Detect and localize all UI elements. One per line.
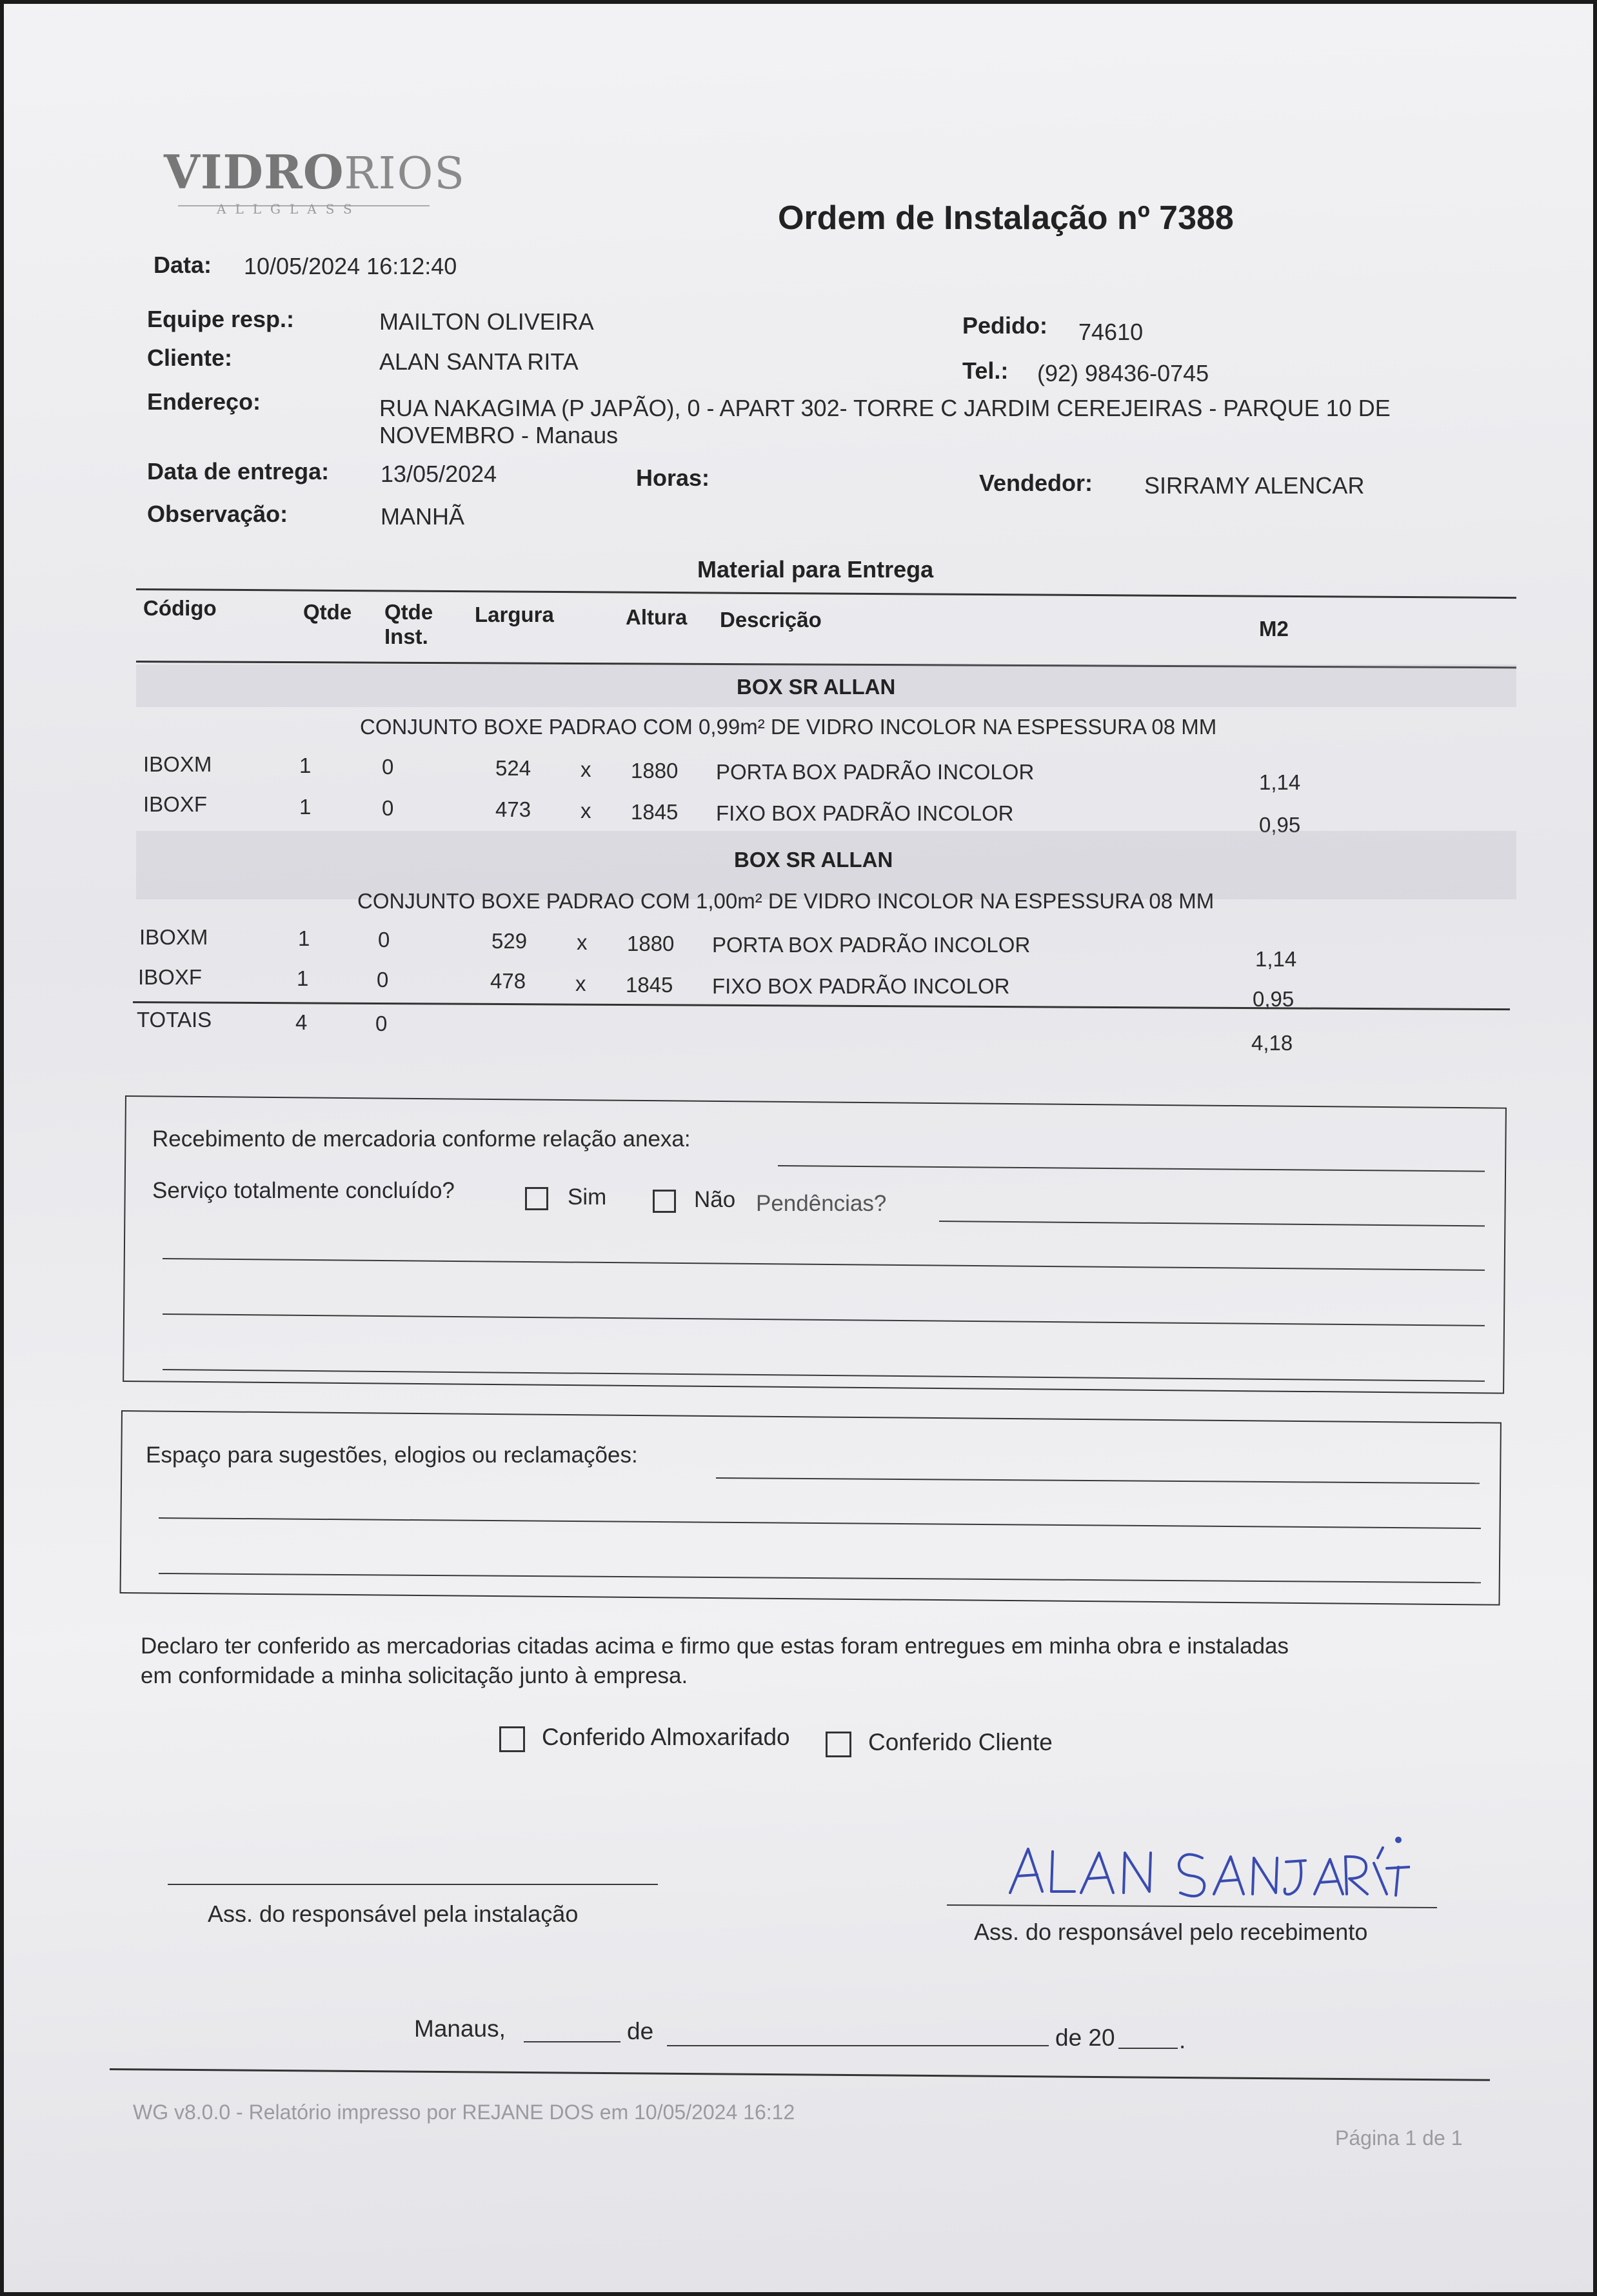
row-inst: 0 [378,928,390,952]
row-qtde: 1 [298,926,310,950]
sugestoes-box [120,1410,1502,1606]
cliente-value: ALAN SANTA RITA [379,348,579,375]
col-codigo: Código [143,596,217,620]
group-1-subtitle: CONJUNTO BOXE PADRAO COM 0,99m² DE VIDRO INCOLOR NA ESPESSURA 08 MM [360,715,1217,739]
declaracao-line-2: em conformidade a minha solicitação junto à empresa. [141,1663,688,1688]
nao-label: Não [694,1187,736,1212]
sugestoes-label: Espaço para sugestões, elogios ou reclamações: [146,1442,638,1468]
row-largura: 529 [491,929,528,953]
row-altura: 1845 [626,973,673,997]
footer-print-info: WG v8.0.0 - Relatório impresso por REJANE DOS em 10/05/2024 16:12 [133,2101,795,2124]
entrega-value: 13/05/2024 [381,461,497,487]
totals-label: TOTAIS [137,1008,212,1032]
handwritten-signature [997,1830,1410,1907]
row-codigo: IBOXM [139,925,208,949]
vendedor-label: Vendedor: [979,470,1093,496]
endereco-line-1: RUA NAKAGIMA (P JAPÃO), 0 - APART 302- TORRE C JARDIM CEREJEIRAS - PARQUE 10 DE [379,395,1391,421]
col-qtde: Qtde [303,600,352,624]
declaracao-line-1: Declaro ter conferido as mercadorias citadas acima e firmo que estas foram entregues em minha obra e instaladas [141,1633,1289,1659]
row-inst: 0 [382,796,394,820]
row-altura: 1880 [627,932,675,955]
row-m2: 0,95 [1259,813,1301,837]
row-m2: 1,14 [1259,770,1301,794]
mes-line[interactable] [667,2045,1049,2046]
row-qtde: 1 [299,754,312,777]
row-x: x [577,930,588,954]
col-altura: Altura [626,605,688,629]
conferido-almoxarifado-label: Conferido Almoxarifado [542,1724,790,1750]
col-largura: Largura [475,603,554,626]
totals-rule [133,1001,1510,1010]
endereco-line-2: NOVEMBRO - Manaus [379,422,619,448]
document-page [4,4,1593,2292]
row-m2: 1,14 [1255,947,1297,971]
company-logo [164,145,466,199]
totals-inst: 0 [375,1012,388,1035]
col-m2: M2 [1259,617,1289,641]
logo-brand-light: RIOS [344,148,466,199]
row-largura: 524 [495,756,531,780]
totals-m2: 4,18 [1251,1031,1293,1055]
ano-line[interactable] [1118,2048,1178,2049]
de-label: de [627,2018,654,2044]
horas-label: Horas: [636,464,710,491]
nao-checkbox[interactable] [653,1190,676,1213]
sim-checkbox[interactable] [525,1187,548,1210]
pendencias-label: Pendências? [756,1191,887,1216]
group-2-title: BOX SR ALLAN [734,848,893,872]
cliente-label: Cliente: [147,344,233,371]
tel-value: (92) 98436-0745 [1037,360,1209,386]
col-qtde-inst-2: Inst. [384,624,428,648]
row-m2: 0,95 [1253,987,1294,1011]
conferido-almoxarifado-checkbox[interactable] [499,1726,525,1752]
conferido-cliente-label: Conferido Cliente [868,1729,1053,1755]
table-top-rule [136,588,1516,599]
row-x: x [575,972,586,995]
col-qtde-inst-1: Qtde [384,600,433,624]
page-title: Ordem de Instalação nº 7388 [778,199,1234,237]
row-qtde: 1 [297,966,309,990]
row-codigo: IBOXM [143,752,212,776]
dia-line[interactable] [524,2041,620,2042]
ano-dot: . [1179,2027,1186,2053]
footer-rule [110,2068,1490,2081]
row-descricao: PORTA BOX PADRÃO INCOLOR [716,760,1035,784]
row-largura: 473 [495,797,531,821]
data-value: 10/05/2024 16:12:40 [244,253,457,279]
vendedor-value: SIRRAMY ALENCAR [1144,472,1365,499]
row-largura: 478 [490,969,526,993]
equipe-label: Equipe resp.: [147,306,295,332]
recebimento-text: Recebimento de mercadoria conforme relação anexa: [152,1126,691,1152]
data-label: Data: [154,252,212,278]
assinatura-instalacao-label: Ass. do responsável pela instalação [208,1901,579,1927]
cidade-label: Manaus, [414,2015,506,2042]
observacao-label: Observação: [147,501,288,527]
assinatura-recebimento-label: Ass. do responsável pelo recebimento [974,1919,1368,1945]
group-1-title: BOX SR ALLAN [737,675,896,699]
endereco-label: Endereço: [147,388,261,415]
assinatura-instalacao-line[interactable] [168,1884,658,1885]
footer-page-number: Página 1 de 1 [1335,2126,1463,2150]
row-altura: 1845 [631,800,679,824]
pedido-value: 74610 [1078,319,1144,345]
totals-qtde: 4 [295,1010,308,1034]
row-codigo: IBOXF [138,965,203,989]
servico-question: Serviço totalmente concluído? [152,1178,455,1203]
conferido-cliente-checkbox[interactable] [826,1732,851,1757]
pedido-label: Pedido: [962,312,1047,339]
logo-brand-bold: VIDRO [164,145,344,199]
observacao-value: MANHÃ [381,503,465,530]
group-2-subtitle: CONJUNTO BOXE PADRAO COM 1,00m² DE VIDRO INCOLOR NA ESPESSURA 08 MM [357,889,1215,913]
row-qtde: 1 [299,795,312,819]
logo-tagline: ALLGLASS [217,201,361,217]
row-descricao: PORTA BOX PADRÃO INCOLOR [712,933,1031,957]
material-heading: Material para Entrega [697,556,934,583]
row-descricao: FIXO BOX PADRÃO INCOLOR [712,974,1010,998]
row-inst: 0 [377,968,389,992]
row-codigo: IBOXF [143,792,208,816]
tel-label: Tel.: [962,357,1009,384]
equipe-value: MAILTON OLIVEIRA [379,308,594,335]
row-inst: 0 [382,755,394,779]
row-x: x [580,757,591,781]
row-altura: 1880 [631,759,679,783]
entrega-label: Data de entrega: [147,458,330,484]
row-x: x [580,799,591,823]
row-descricao: FIXO BOX PADRÃO INCOLOR [716,801,1014,825]
de20-label: de 20 [1055,2024,1115,2051]
col-descricao: Descrição [720,608,822,632]
sim-label: Sim [568,1184,607,1210]
